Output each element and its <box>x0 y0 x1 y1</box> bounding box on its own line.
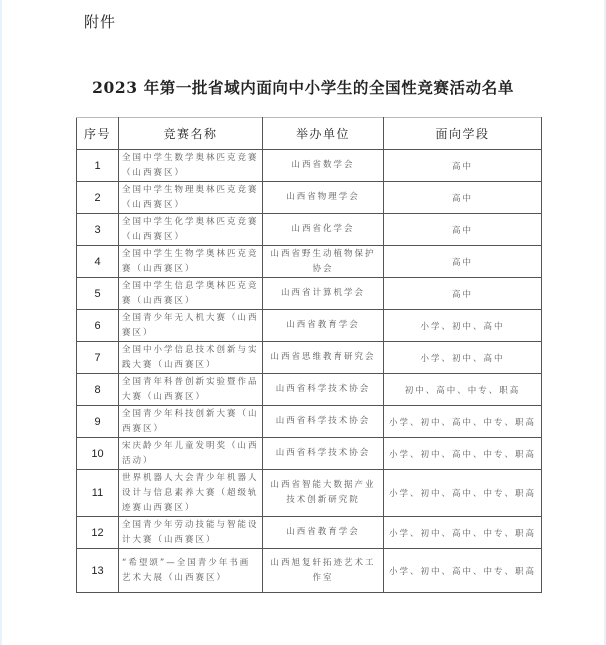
attachment-label: 附件 <box>84 13 117 31</box>
competition-name: 全国中学生化学奥林匹克竞赛（山西赛区） <box>119 214 263 246</box>
competition-name: 全国中学生数学奥林匹克竞赛（山西赛区） <box>119 150 263 182</box>
organizer: 山西省化学会 <box>263 214 384 246</box>
header-serial-number: 序号 <box>77 118 119 150</box>
target-stage: 小学、初中、高中 <box>384 342 542 374</box>
target-stage: 小学、初中、高中、中专、职高 <box>384 438 542 470</box>
organizer: 山西省教育学会 <box>263 310 384 342</box>
table-row <box>77 246 542 278</box>
organizer: 山西省科学技术协会 <box>263 438 384 470</box>
serial-number: 3 <box>77 214 119 246</box>
serial-number: 10 <box>77 438 119 470</box>
header-organizer: 举办单位 <box>263 118 384 150</box>
competition-name: 全国青少年无人机大赛（山西赛区） <box>119 310 263 342</box>
table-row <box>77 214 542 246</box>
table-row <box>77 374 542 406</box>
organizer: 山西省教育学会 <box>263 517 384 549</box>
target-stage: 高中 <box>384 182 542 214</box>
table-row <box>77 406 542 438</box>
target-stage: 小学、初中、高中、中专、职高 <box>384 549 542 593</box>
table-row <box>77 517 542 549</box>
competition-name: 全国中小学信息技术创新与实践大赛（山西赛区） <box>119 342 263 374</box>
serial-number: 12 <box>77 517 119 549</box>
serial-number: 1 <box>77 150 119 182</box>
table-row <box>77 182 542 214</box>
document-title: 2023 年第一批省域内面向中小学生的全国性竞赛活动名单 <box>92 78 514 97</box>
organizer: 山西省智能大数据产业技术创新研究院 <box>263 470 384 517</box>
organizer: 山西省计算机学会 <box>263 278 384 310</box>
table-header-row <box>77 118 542 150</box>
competition-name: 全国青少年劳动技能与智能设计大赛（山西赛区） <box>119 517 263 549</box>
table-row <box>77 438 542 470</box>
header-competition-name: 竞赛名称 <box>119 118 263 150</box>
organizer: 山西省思维教育研究会 <box>263 342 384 374</box>
competition-name: 全国青年科普创新实验暨作品大赛（山西赛区） <box>119 374 263 406</box>
organizer: 山西省科学技术协会 <box>263 374 384 406</box>
serial-number: 6 <box>77 310 119 342</box>
target-stage: 高中 <box>384 278 542 310</box>
competition-name: 全国中学生信息学奥林匹克竞赛（山西赛区） <box>119 278 263 310</box>
target-stage: 小学、初中、高中、中专、职高 <box>384 517 542 549</box>
serial-number: 2 <box>77 182 119 214</box>
organizer: 山西旭复轩拓迹艺术工作室 <box>263 549 384 593</box>
organizer: 山西省野生动植物保护协会 <box>263 246 384 278</box>
target-stage: 高中 <box>384 246 542 278</box>
table-row <box>77 549 542 593</box>
target-stage: 高中 <box>384 150 542 182</box>
target-stage: 小学、初中、高中、中专、职高 <box>384 406 542 438</box>
target-stage: 小学、初中、高中 <box>384 310 542 342</box>
serial-number: 9 <box>77 406 119 438</box>
organizer: 山西省科学技术协会 <box>263 406 384 438</box>
competition-name: 全国青少年科技创新大赛（山西赛区） <box>119 406 263 438</box>
header-target-stage: 面向学段 <box>384 118 542 150</box>
serial-number: 4 <box>77 246 119 278</box>
serial-number: 7 <box>77 342 119 374</box>
table-row <box>77 342 542 374</box>
table-row <box>77 278 542 310</box>
serial-number: 13 <box>77 549 119 593</box>
target-stage: 初中、高中、中专、职高 <box>384 374 542 406</box>
competition-name: 全国中学生物理奥林匹克竞赛（山西赛区） <box>119 182 263 214</box>
organizer: 山西省物理学会 <box>263 182 384 214</box>
organizer: 山西省数学会 <box>263 150 384 182</box>
competition-name: 世界机器人大会青少年机器人设计与信息素养大赛（超级轨迹赛山西赛区） <box>119 470 263 517</box>
table-row <box>77 150 542 182</box>
competition-list-table <box>76 117 542 593</box>
table-row <box>77 310 542 342</box>
target-stage: 小学、初中、高中、中专、职高 <box>384 470 542 517</box>
target-stage: 高中 <box>384 214 542 246</box>
serial-number: 11 <box>77 470 119 517</box>
competition-name: “希望颂”—全国青少年书画艺术大展（山西赛区） <box>119 549 263 593</box>
competition-name: 全国中学生生物学奥林匹克竞赛（山西赛区） <box>119 246 263 278</box>
competition-name: 宋庆龄少年儿童发明奖（山西活动） <box>119 438 263 470</box>
serial-number: 8 <box>77 374 119 406</box>
table-row <box>77 470 542 517</box>
serial-number: 5 <box>77 278 119 310</box>
